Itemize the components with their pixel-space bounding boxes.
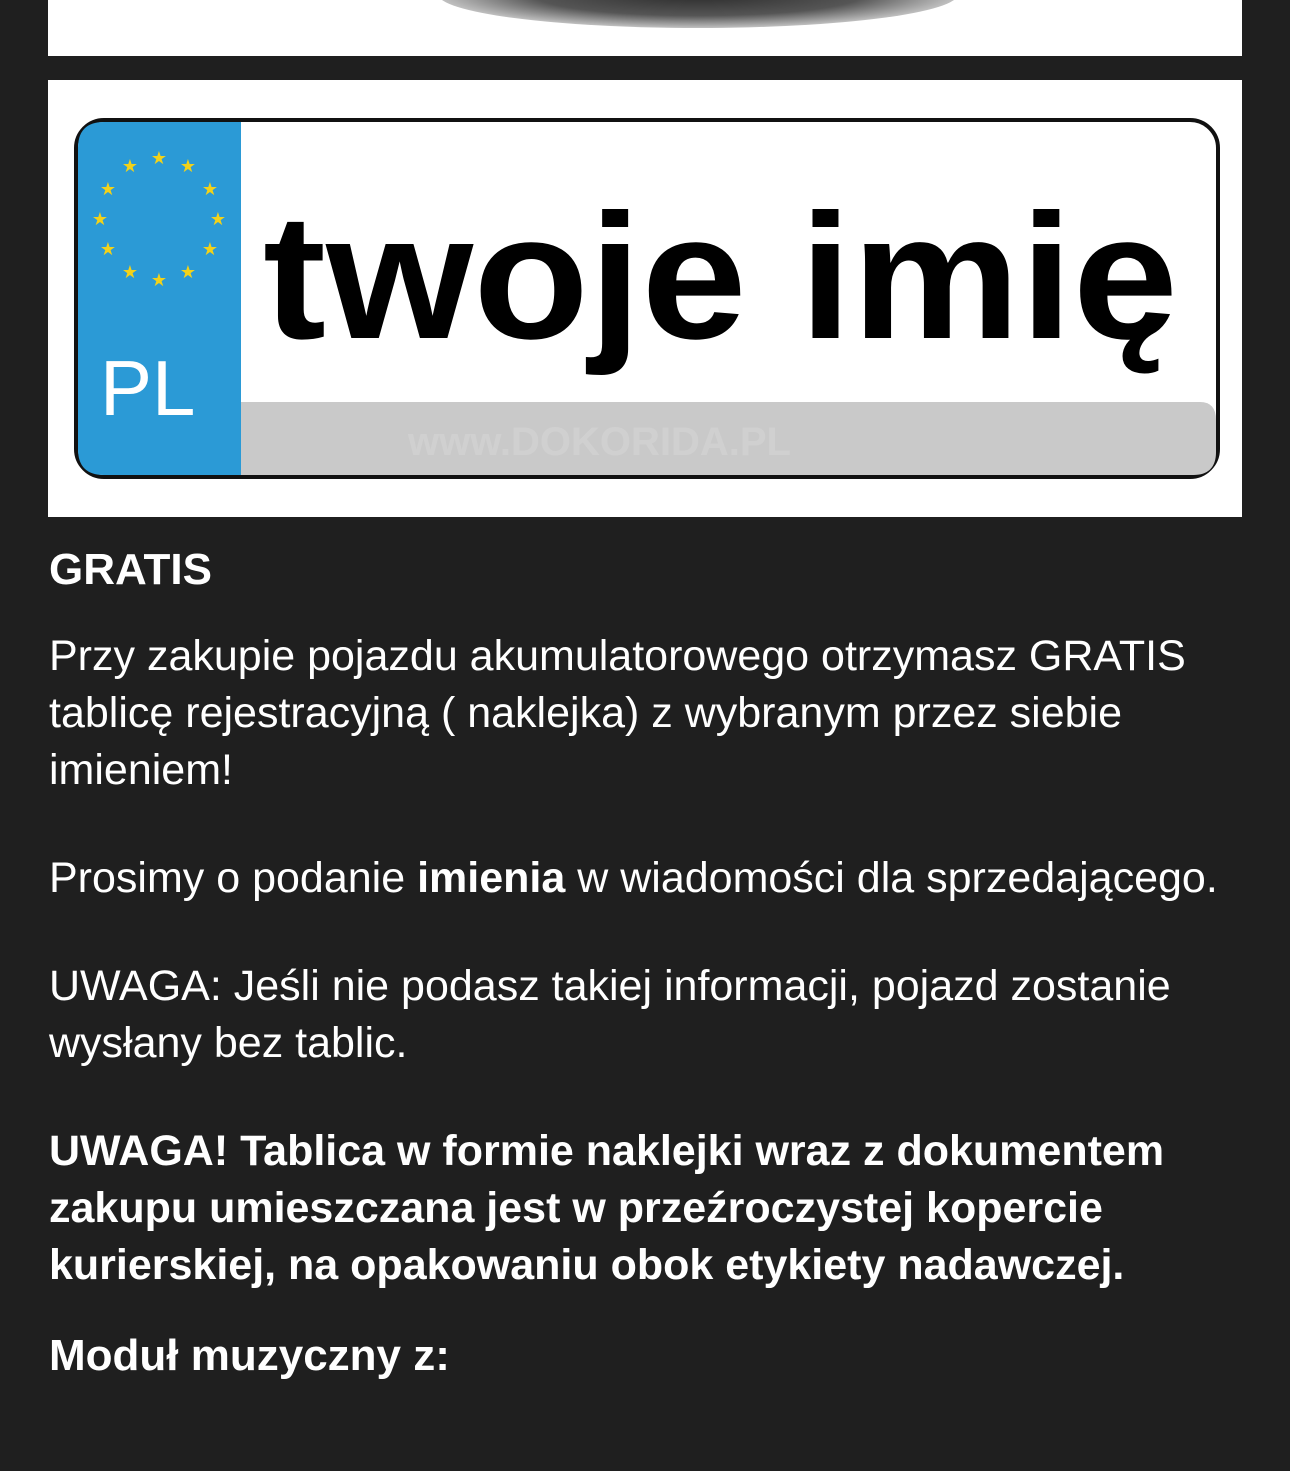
warning-text: UWAGA: Jeśli nie podasz takiej informacji, pojazd zostanie wysłany bez tablic. <box>49 962 1171 1067</box>
svg-text:★: ★ <box>121 156 139 177</box>
svg-text:★: ★ <box>150 270 168 291</box>
svg-text:★: ★ <box>150 148 168 169</box>
packaging-warning-text: UWAGA! Tablica w formie naklejki wraz z dokumentem zakupu umieszczana jest w przeźroczystej kopercie kurierskiej, na opakowaniu obok etykiety nadawczej. <box>49 1127 1165 1289</box>
name-request-emphasis: imienia <box>417 854 566 902</box>
vehicle-photo-fragment <box>438 0 958 28</box>
name-request-text <box>49 850 1249 907</box>
gift-description: Przy zakupie pojazdu akumulatorowego otrzymasz GRATIS tablicę rejestracyjną ( naklejka) z wybranym przez siebie imieniem! <box>49 632 1186 794</box>
license-plate-image <box>48 80 1242 517</box>
svg-text:★: ★ <box>121 262 139 283</box>
license-plate-graphic <box>48 80 1242 517</box>
plate-name-text: twoje imię <box>263 177 1178 376</box>
svg-text:★: ★ <box>179 156 197 177</box>
section-heading: GRATIS <box>49 545 212 594</box>
svg-text:★: ★ <box>99 239 117 260</box>
plate-country-code: PL <box>100 344 196 432</box>
svg-text:★: ★ <box>209 209 227 230</box>
svg-text:★: ★ <box>201 239 219 260</box>
name-request-prefix: Prosimy o podanie <box>49 854 418 902</box>
svg-text:★: ★ <box>91 209 109 230</box>
description-section <box>49 540 1249 1384</box>
product-image-top <box>48 0 1242 56</box>
name-request-suffix: w wiadomości dla sprzedającego. <box>565 854 1218 902</box>
plate-watermark: www.DOKORIDA.PL <box>408 420 791 464</box>
svg-text:★: ★ <box>99 179 117 200</box>
svg-text:★: ★ <box>201 179 219 200</box>
music-module-heading: Moduł muzyczny z: <box>49 1331 450 1380</box>
svg-text:★: ★ <box>179 262 197 283</box>
